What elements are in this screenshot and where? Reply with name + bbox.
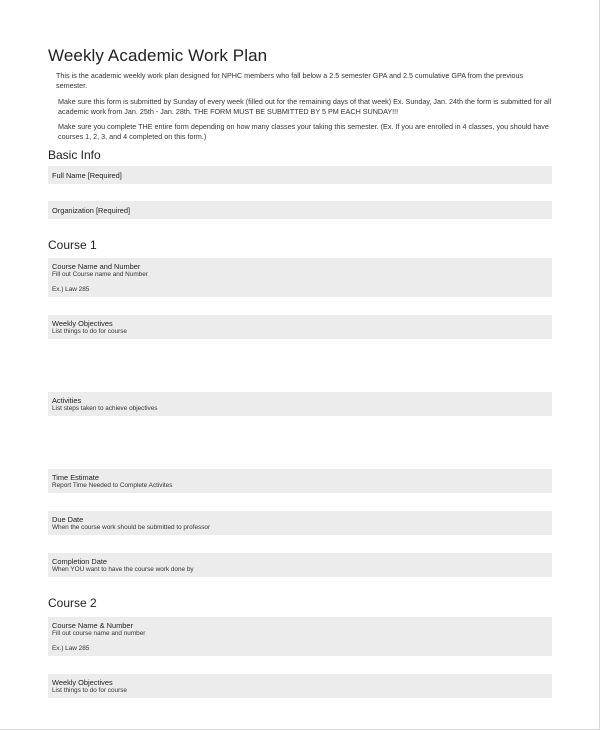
page-title: Weekly Academic Work Plan	[48, 46, 268, 65]
course1-due-label: Due Date	[52, 515, 84, 524]
intro-paragraph-completion: Make sure you complete THE entire form depending on how many classes your taking this semester. (Ex. If you are enrolled in 4 classes, you should have courses 1, 2, 3, and 4 completed on this form.)	[58, 122, 549, 141]
course1-completion-date-field[interactable]	[48, 553, 552, 577]
course2-objectives-hint: List things to do for course	[52, 687, 127, 694]
course1-name-field[interactable]	[48, 258, 552, 297]
course1-time-estimate-field[interactable]	[48, 469, 552, 493]
course1-name-hint: Fill out Course name and Number	[52, 271, 148, 278]
course1-completion-hint: When YOU want to have the course work done by	[52, 566, 194, 573]
course2-name-hint: Fill out course name and number	[52, 630, 146, 637]
intro-paragraph-deadline: Make sure this form is submitted by Sunday of every week (filled out for the remaining days of that week) Ex. Sunday, Jan. 24th the form is submitted for all academic work from Jan. 25th - Jan. 28th. THE FORM MUST BE SUBMITTED BY 5 PM EACH SUNDAY!!!	[58, 97, 552, 116]
section-course-1: Course 1	[48, 238, 97, 252]
section-course-2: Course 2	[48, 596, 97, 610]
course2-name-example: Ex.) Law 285	[52, 645, 90, 652]
section-basic-info: Basic Info	[48, 148, 101, 162]
organization-field[interactable]	[48, 201, 552, 219]
course1-objectives-field[interactable]	[48, 315, 552, 339]
course1-objectives-hint: List things to do for course	[52, 328, 127, 335]
course1-activities-label: Activities	[52, 396, 82, 405]
course1-time-label: Time Estimate	[52, 473, 99, 482]
full-name-field[interactable]	[48, 166, 552, 184]
course2-name-field[interactable]	[48, 617, 552, 656]
full-name-label: Full Name [Required]	[52, 171, 122, 180]
course1-name-label: Course Name and Number	[52, 262, 141, 271]
course2-objectives-label: Weekly Objectives	[52, 678, 113, 687]
course2-objectives-field[interactable]	[48, 674, 552, 698]
course1-due-hint: When the course work should be submitted to professor	[52, 524, 211, 531]
course1-objectives-label: Weekly Objectives	[52, 319, 113, 328]
course1-time-hint: Report Time Needed to Complete Activites	[52, 482, 173, 489]
course1-activities-hint: List steps taken to achieve objectives	[52, 405, 158, 412]
course1-name-example: Ex.) Law 285	[52, 286, 90, 293]
course2-name-label: Course Name & Number	[52, 621, 133, 630]
intro-paragraph-gpa: This is the academic weekly work plan designed for NPHC members who fall below a 2.5 semester GPA and 2.5 cumulative GPA from the previous semester.	[56, 71, 524, 90]
organization-label: Organization [Required]	[52, 206, 131, 215]
course1-activities-field[interactable]	[48, 392, 552, 416]
course1-due-date-field[interactable]	[48, 511, 552, 535]
course1-completion-label: Completion Date	[52, 557, 108, 566]
